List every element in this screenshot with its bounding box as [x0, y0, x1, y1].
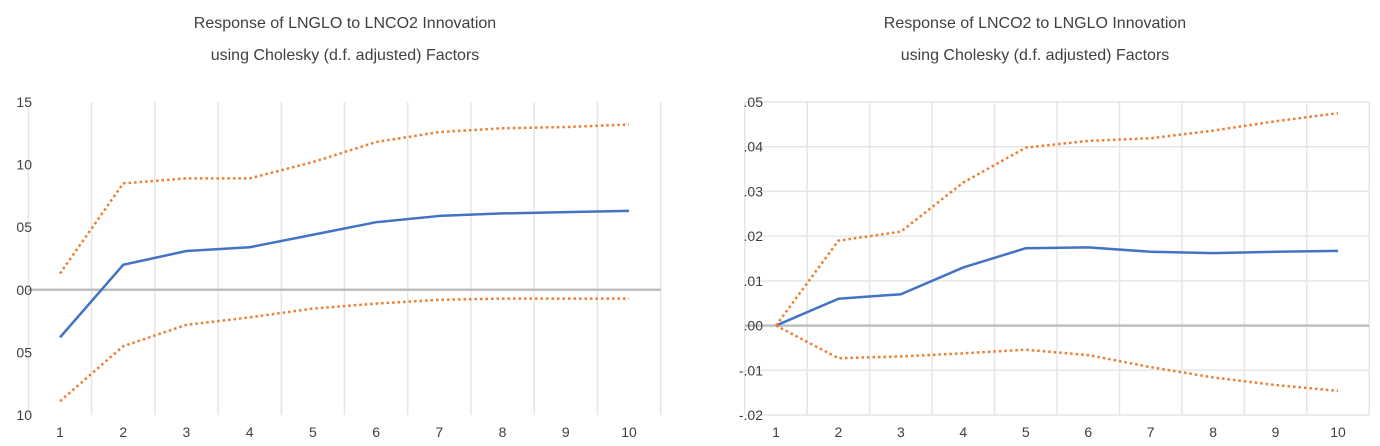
x-tick-label: 3 — [182, 424, 191, 440]
x-tick-label: 10 — [621, 424, 637, 440]
y-tick-label: -.02 — [738, 407, 763, 423]
x-tick-label: 8 — [498, 424, 507, 440]
x-tick-label: 1 — [772, 424, 780, 440]
y-tick-label: -.01 — [738, 362, 763, 379]
y-tick-label: 05 — [16, 219, 32, 236]
x-tick-label: 9 — [561, 424, 570, 440]
x-tick-label: 10 — [1330, 424, 1346, 440]
x-tick-label: 4 — [245, 424, 254, 440]
x-tick-label: 2 — [834, 424, 843, 440]
chart-right — [690, 0, 1380, 446]
y-tick-label: .03 — [743, 183, 763, 200]
x-tick-label: 3 — [896, 424, 905, 440]
y-tick-label: 10 — [16, 407, 32, 423]
y-tick-label: .04 — [743, 138, 763, 155]
x-tick-label: 9 — [1271, 424, 1280, 440]
x-tick-label: 5 — [1021, 424, 1030, 440]
y-tick-label: .01 — [743, 272, 763, 289]
y-tick-label: .00 — [743, 317, 763, 334]
y-tick-label: 10 — [16, 156, 32, 173]
x-tick-label: 7 — [1146, 424, 1155, 440]
x-tick-label: 5 — [308, 424, 317, 440]
y-tick-label: 00 — [16, 281, 32, 298]
x-tick-label: 2 — [119, 424, 128, 440]
y-tick-label: 05 — [16, 344, 32, 361]
chart-plot-area — [690, 0, 1380, 446]
x-tick-label: 6 — [1084, 424, 1093, 440]
x-tick-label: 8 — [1209, 424, 1218, 440]
chart-title: Response of LNCO2 to LNGLO Innovation — [883, 15, 1187, 32]
chart-subtitle: using Cholesky (d.f. adjusted) Factors — [210, 47, 480, 64]
chart-title: Response of LNGLO to LNCO2 Innovation — [193, 15, 497, 32]
y-tick-label: .02 — [743, 228, 763, 245]
y-tick-label: .05 — [743, 94, 763, 110]
chart-subtitle: using Cholesky (d.f. adjusted) Factors — [900, 47, 1170, 64]
y-tick-label: 15 — [16, 94, 32, 110]
x-tick-label: 7 — [435, 424, 444, 440]
x-tick-label: 4 — [959, 424, 968, 440]
x-tick-label: 1 — [56, 424, 64, 440]
x-tick-label: 6 — [372, 424, 381, 440]
